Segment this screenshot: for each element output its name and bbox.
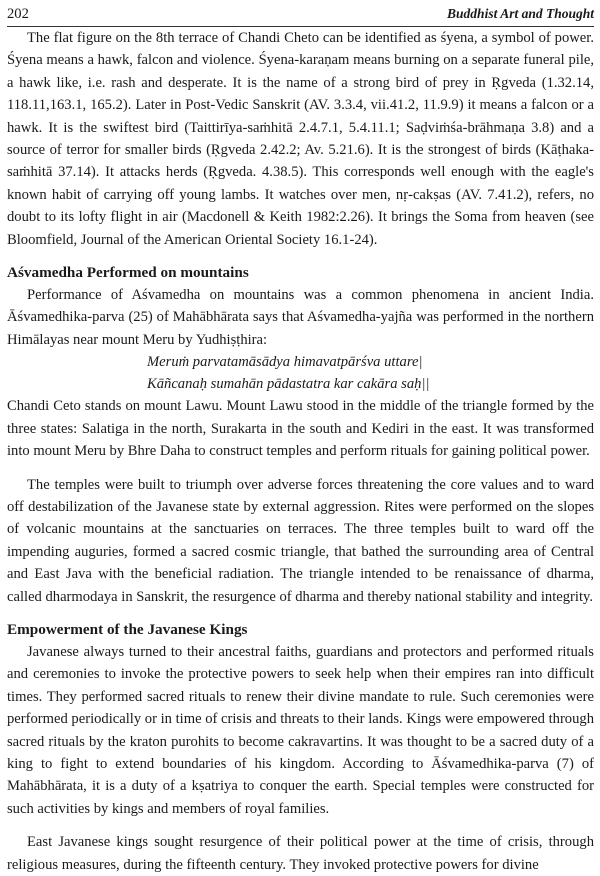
paragraph-chandi-ceto: Chandi Ceto stands on mount Lawu. Mount Lawu stood in the middle of the triangle formed by the three states: Salatiga in the north, Surakarta in the south and Kediri in the east. It was transformed into mount Meru by Bhre Daha to construct temples and perform rituals for gaining political power. — [7, 398, 594, 460]
paragraph-asvamedha: Performance of Aśvamedha on mountains was a common phenomena in ancient India. Āśvamedhika-parva (25) of Mahābhārata says that Aśvamedha-yajña was performed in the northern Himālayas near mount Meru by Yudhiṣṭhira: — [7, 287, 594, 348]
paragraph-javanese-rituals: Javanese always turned to their ancestral faiths, guardians and protectors and performed rituals and ceremonies to invoke the protective powers to seek help when their empires ran into difficult times. They performed sacred rituals to renew their divine mandate to rule. Such ceremonies were performed periodically or in time of crisis and threats to their lands. Kings were empowered through sacred rituals by the kraton purohits to become cakravartins. It was thought to be a sacred duty of a king to fight to extend boundaries of his kingdom. According to Āśvamedhika-parva (7) of Mahābhārata, it is a duty of a kṣatriya to conquer the earth. Special temples were constructed for such activities by kings and members of royal families. — [7, 643, 594, 817]
book-page — [0, 3, 600, 873]
page-number: 202 — [7, 6, 29, 22]
running-title: Buddhist Art and Thought — [447, 6, 594, 21]
paragraph-syena: The flat figure on the 8th terrace of Chandi Cheto can be identified as śyena, a symbol of power. Śyena means a hawk, falcon and violence. Śyena-karaṇam means burning on a separate funeral pile, a hawk like, i.e. rash and desperate. It is the name of a strong bird of prey in Ṛgveda (1.32.14, 118.11,163.1, 165.2). Later in Post-Vedic Sanskrit (AV. 3.3.4, vii.41.2, 11.9.9) it means a falcon or a hawk. It is the swiftest bird (Taittirīya-saṁhitā 2.4.7.1, 5.4.11.1; Saḍviṁśa-brāhmaṇa 3.8) and a source of terror for smaller birds (Ṛgveda 2.42.2; Av. 5.21.6). It is the strongest of birds (Kāṭhaka-saṁhitā 37.14). It attacks herds (Ṛgveda. 4.38.5). This corresponds well enough with the eagle's known habit of carrying off young lambs. It watches over men, nṛ-cakṣas (AV. 7.41.2), refers, no doubt to its lofty flight in air (Macdonell & Keith 1982:2.26). It brings the Soma from heaven (see Bloomfield, Journal of the American Oriental Society 16.1-24). — [7, 30, 594, 248]
page-header — [7, 3, 594, 25]
section-heading-empowerment: Empowerment of the Javanese Kings — [7, 620, 248, 638]
sanskrit-verse — [147, 351, 594, 395]
paragraph-east-javanese-kings: East Javanese kings sought resurgence of their political power at the time of crisis, through religious measures, during the fifteenth century. They invoked protective powers for divine — [7, 834, 594, 873]
paragraph-temples: The temples were built to triumph over adverse forces threatening the core values and to ward off destabilization of the Javanese state by external aggression. Rites were performed on the slopes of volcanic mountains at the sanctuaries on terraces. The three temples built to ward off the impending auguries, formed a sacred cosmic triangle, that bathed the surrounding area of Central and East Java with the beneficial radiation. The triangle intended to be renaissance of dharma, called dharmodaya in Sanskrit, the resurgence of dharma and thereby national stability and integrity. — [7, 476, 594, 605]
section-heading-asvamedha: Aśvamedha Performed on mountains — [7, 264, 249, 282]
verse-line-1: Meruṁ parvatamāsādya himavatpārśva uttare| — [147, 354, 423, 371]
verse-line-2: Kāñcanaḥ sumahān pādastatra kar cakāra saḥ|| — [147, 376, 430, 393]
